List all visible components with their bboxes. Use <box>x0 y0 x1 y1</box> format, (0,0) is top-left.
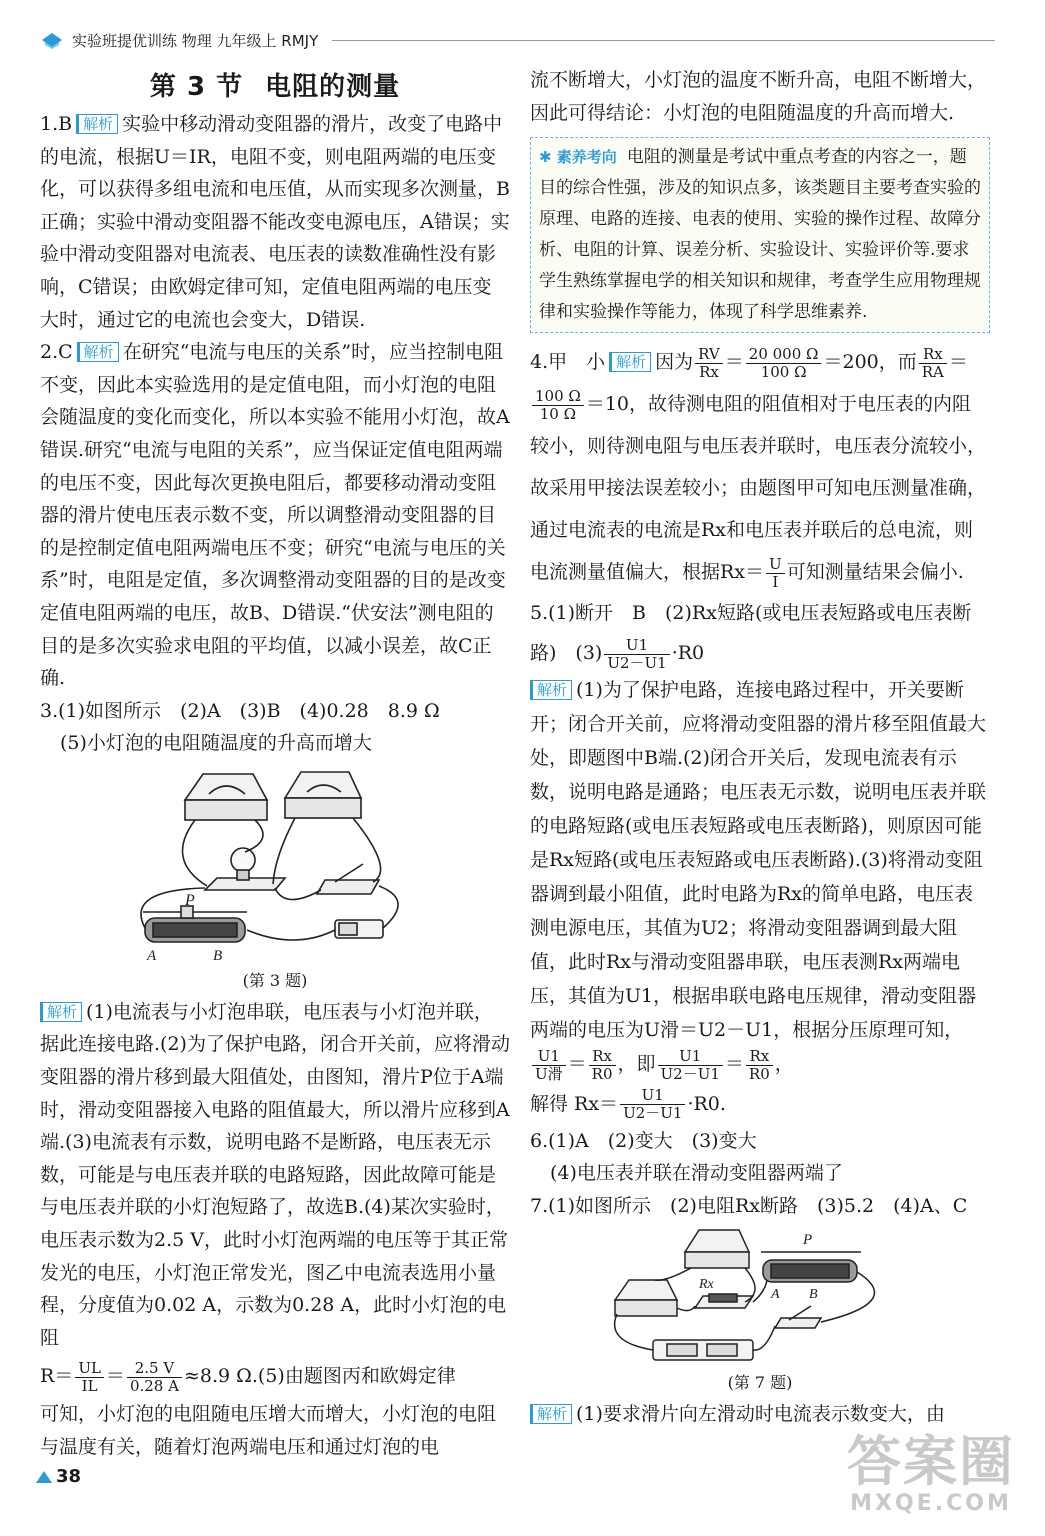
answer-3-line1: 3.(1)如图所示 (2)A (3)B (4)0.28 8.9 Ω <box>40 699 440 722</box>
terminal-label-a: A <box>147 947 157 964</box>
equals-sign: ＝ <box>105 1365 125 1388</box>
fraction <box>127 1360 182 1395</box>
answer-1 <box>40 108 510 336</box>
answer-5-solve-pre: 解得 Rx＝ <box>530 1092 619 1115</box>
arrow-up-icon <box>36 1471 52 1483</box>
answer-1-body: 实验中移动滑动变阻器的滑片，改变了电路中的电流，根据U＝IR，电阻不变，则电阻两端的电压变化，可以获得多组电流和电压值，从而实现多次测量，B正确；实验中滑动变阻器不能改变电源电压，A错误；实验中滑动变阻器对电流表、电压表的读数准确性没有影响，C错误；由欧姆定律可知，定值电阻两端的电压变大时，通过它的电流也会变大，D错误. <box>40 113 510 331</box>
circuit-figure-7 <box>595 1222 925 1372</box>
slider-label-p: P <box>803 1232 813 1249</box>
answer-2-body: 在研究“电流与电压的关系”时，应当控制电阻不变，因此本实验选用的是定值电阻，而小灯泡的电阻会随温度的变化而变化，所以本实验不能用小灯泡，故A错误.研究“电流与电阻的关系”，应当保证定值电阻两端的电压不变，因此每次更换电阻后，都要移动滑动变阻器的滑片使电压表示数不变，所以调整滑动变阻器的目的是控制定值电阻两端电压不变；研究“电流与电压的关系”时，电阻是定值，多次调整滑动变阻器的目的是改变定值电阻两端的电压，故B、D错误.“伏安法”测电阻的目的是多次实验求电阻的平均值，以减小误差，故C正确. <box>40 341 510 690</box>
formula-rhs: ≈8.9 Ω.(5)由题图丙和欧姆定律 <box>183 1365 456 1388</box>
analysis-tag: 解析 <box>76 114 118 134</box>
fraction-numerator: U1 <box>532 1048 566 1066</box>
fraction-numerator: U <box>766 556 785 574</box>
header-rule <box>332 40 995 41</box>
page-number-text: 38 <box>56 1466 82 1487</box>
answer-4-pre: 因为 <box>655 351 694 374</box>
fraction-denominator: U2－U1 <box>607 653 667 672</box>
fraction-denominator: U滑 <box>535 1064 563 1083</box>
circuit-figure-3 <box>125 760 425 970</box>
fraction-denominator: U2－U1 <box>623 1104 683 1123</box>
fraction-numerator: 20 000 Ω <box>746 346 822 364</box>
terminal-label-b: B <box>213 947 223 964</box>
figure-7-caption: (第 7 题) <box>727 1373 793 1393</box>
answer-4 <box>530 341 990 593</box>
fraction-denominator: Rx <box>699 362 719 381</box>
answer-4-tail: 可知测量结果会偏小. <box>786 561 964 584</box>
answer-5-solve-tail: ·R0. <box>687 1092 726 1115</box>
fraction-denominator: 0.28 A <box>129 1376 179 1395</box>
answer-5-analysis <box>530 673 990 1083</box>
answer-6-line1: 6.(1)A (2)变大 (3)变大 <box>530 1129 757 1152</box>
answer-4-head: 4.甲 小 <box>530 351 606 374</box>
answer-5-line1 <box>530 593 990 673</box>
fraction <box>75 1360 104 1395</box>
answer-3-analysis-text: (1)电流表与小灯泡串联，电压表与小灯泡并联，据此连接电路.(2)为了保护电路，闭合开关前，应将滑动变阻器的滑片移到最大阻值处，由图知，滑片P位于A端时，滑动变阻器接入电路的阻值最大，所以滑片应移到A端.(3)电流表有示数，说明电路不是断路，电压表无示数，可能是与电压表并联的电路短路，因此故障可能是与电压表并联的小灯泡短路了，故选B.(4)某次实验时，电压表示数为2.5 V，此时小灯泡两端的电压等于其正常发光的电压，小灯泡正常发光，图乙中电流表选用小量程，分度值为0.02 A，示数为0.28 A，此时小灯泡的电阻 <box>40 1000 510 1349</box>
fraction <box>919 346 947 381</box>
page-number <box>36 1466 81 1487</box>
literacy-tag-label: 素养考向 <box>556 148 617 167</box>
answer-7-analysis-text: (1)要求滑片向左滑动时电流表示数变大，由 <box>576 1403 945 1426</box>
fraction-denominator: IL <box>81 1376 98 1395</box>
answer-1-head: 1.B <box>40 113 73 135</box>
fraction-numerator: U1 <box>658 1048 723 1066</box>
literacy-box <box>530 137 990 333</box>
literacy-tag: ✱ 素养考向 <box>539 148 617 167</box>
equals-sign: ＝ <box>724 351 744 374</box>
analysis-tag: 解析 <box>530 1404 572 1424</box>
fraction-numerator: 2.5 V <box>127 1360 182 1378</box>
fraction <box>532 1048 566 1083</box>
figure-3-caption: (第 3 题) <box>242 970 308 990</box>
answer-6-line2: (4)电压表并联在滑动变阻器两端了 <box>550 1162 843 1185</box>
fraction-denominator: U2－U1 <box>660 1064 720 1083</box>
fraction-numerator: UL <box>75 1360 104 1378</box>
answer-3-analysis-end: 可知，小灯泡的电阻随电压增大而增大，小灯泡的电阻与温度有关，随着灯泡两端电压和通过灯泡的电 <box>40 1403 497 1458</box>
equals-sign: ＝ <box>567 1053 587 1076</box>
section-title <box>40 68 510 106</box>
watermark <box>847 1430 1015 1516</box>
terminal-label-b: B <box>809 1287 818 1303</box>
fraction <box>746 1048 773 1083</box>
slider-label-p: P <box>185 891 195 909</box>
fraction-denominator: 10 Ω <box>539 404 577 423</box>
analysis-tag: 解析 <box>530 680 572 700</box>
fraction <box>766 556 785 591</box>
answer-2-head: 2.C <box>40 341 73 364</box>
fraction <box>746 346 822 381</box>
comma: ， <box>774 1053 794 1076</box>
section-name: 电阻的测量 <box>265 72 401 102</box>
answer-3-line2: (5)小灯泡的电阻随温度的升高而增大 <box>60 732 372 755</box>
fraction-denominator: 100 Ω <box>760 362 807 381</box>
formula-lhs: R＝ <box>40 1365 74 1388</box>
answer-7-line1: 7.(1)如图所示 (2)电阻Rx断路 (3)5.2 (4)A、C <box>530 1194 968 1217</box>
resistor-label-rx: Rx <box>699 1277 714 1293</box>
section-number: 第 3 节 <box>149 72 244 102</box>
fraction <box>658 1048 723 1083</box>
fraction <box>589 1048 616 1083</box>
answer-4-mid: ＝200，而 <box>823 351 917 374</box>
literacy-text: 电阻的测量是考试中重点考查的内容之一，题目的综合性强，涉及的知识点多，该类题目主要考查实验的原理、电路的连接、电表的使用、实验的操作过程、故障分析、电阻的计算、误差分析、实验设计、实验评价等.要求学生熟练掌握电学的相关知识和规律，考查学生应用物理规律和实验操作等能力，体现了科学思维素养. <box>539 147 981 323</box>
fraction <box>532 388 584 423</box>
answer-5-mid: ，即 <box>617 1053 656 1076</box>
fraction <box>604 637 669 672</box>
right-column <box>530 64 990 1431</box>
book-logo-icon <box>40 30 64 50</box>
answer-3-analysis <box>40 996 510 1355</box>
answer-5-head: 5.(1)断开 B (2)Rx短路(或电压表短路或电压表断路) (3) <box>530 602 972 665</box>
answer-2 <box>40 336 510 695</box>
analysis-tag: 解析 <box>40 1002 82 1022</box>
terminal-label-a: A <box>771 1287 780 1303</box>
answer-3-continued: 流不断增大，小灯泡的温度不断升高，电阻不断增大，因此可得结论：小灯泡的电阻随温度的升高而增大. <box>530 69 987 124</box>
fraction <box>695 346 723 381</box>
fraction-numerator: RV <box>695 346 723 364</box>
answer-3-formula <box>40 1354 510 1398</box>
answer-5-analysis-text: (1)为了保护电路，连接电路过程中，开关要断开；闭合开关前，应将滑动变阻器的滑片移至阻值最大处，即题图中B端.(2)闭合开关后，发现电流表有示数，说明电路是通路；电压表无示数，说明电压表并联的电路短路(或电压表短路或电压表断路)，则原因可能是Rx短路(或电压表短路或电压表断路).(3)将滑动变阻器调到最小阻值，此时电路为Rx的简单电路，电压表测电源电压，其值为U2；将滑动变阻器调到最大阻值，此时Rx与滑动变阻器串联，电压表测Rx两端电压，其值为U1，根据串联电路电压规律，滑动变阻器两端的电压为U滑＝U2－U1，根据分压原理可知， <box>530 679 987 1042</box>
fraction-numerator: U1 <box>620 1087 685 1105</box>
watermark-big: 答案圈 <box>847 1430 1015 1493</box>
analysis-tag: 解析 <box>77 342 119 362</box>
fraction-numerator: 100 Ω <box>532 388 584 406</box>
fraction-denominator: RA <box>921 362 944 381</box>
answer-5-solve <box>530 1083 990 1125</box>
left-column <box>40 64 510 1464</box>
fraction-denominator: R0 <box>748 1064 770 1083</box>
fraction-denominator: R0 <box>591 1064 613 1083</box>
answer-4-body: ＝10，故待测电阻的阻值相对于电压表的内阻较小，则待测电阻与电压表并联时，电压表分流较小，故采用甲接法误差较小；由题图甲可知电压测量准确，通过电流表的电流是Rx和电压表并联后的总电流，则电流测量值偏大，根据Rx＝ <box>530 393 987 584</box>
fraction-numerator: U1 <box>604 637 669 655</box>
header-text: 实验班提优训练 物理 九年级上 RMJY <box>72 31 319 50</box>
answer-7-analysis <box>530 1398 990 1431</box>
fraction-numerator: Rx <box>746 1048 773 1066</box>
equals-sign: ＝ <box>724 1053 744 1076</box>
fraction-denominator: I <box>772 572 779 591</box>
equals-sign: ＝ <box>948 351 968 374</box>
fraction-numerator: Rx <box>589 1048 616 1066</box>
watermark-small: MXQE.COM <box>850 1491 1012 1516</box>
fraction-numerator: Rx <box>919 346 947 364</box>
answer-5-r0: ·R0 <box>671 642 705 665</box>
page-header <box>40 28 995 52</box>
fraction <box>620 1087 685 1122</box>
analysis-tag: 解析 <box>609 352 651 372</box>
